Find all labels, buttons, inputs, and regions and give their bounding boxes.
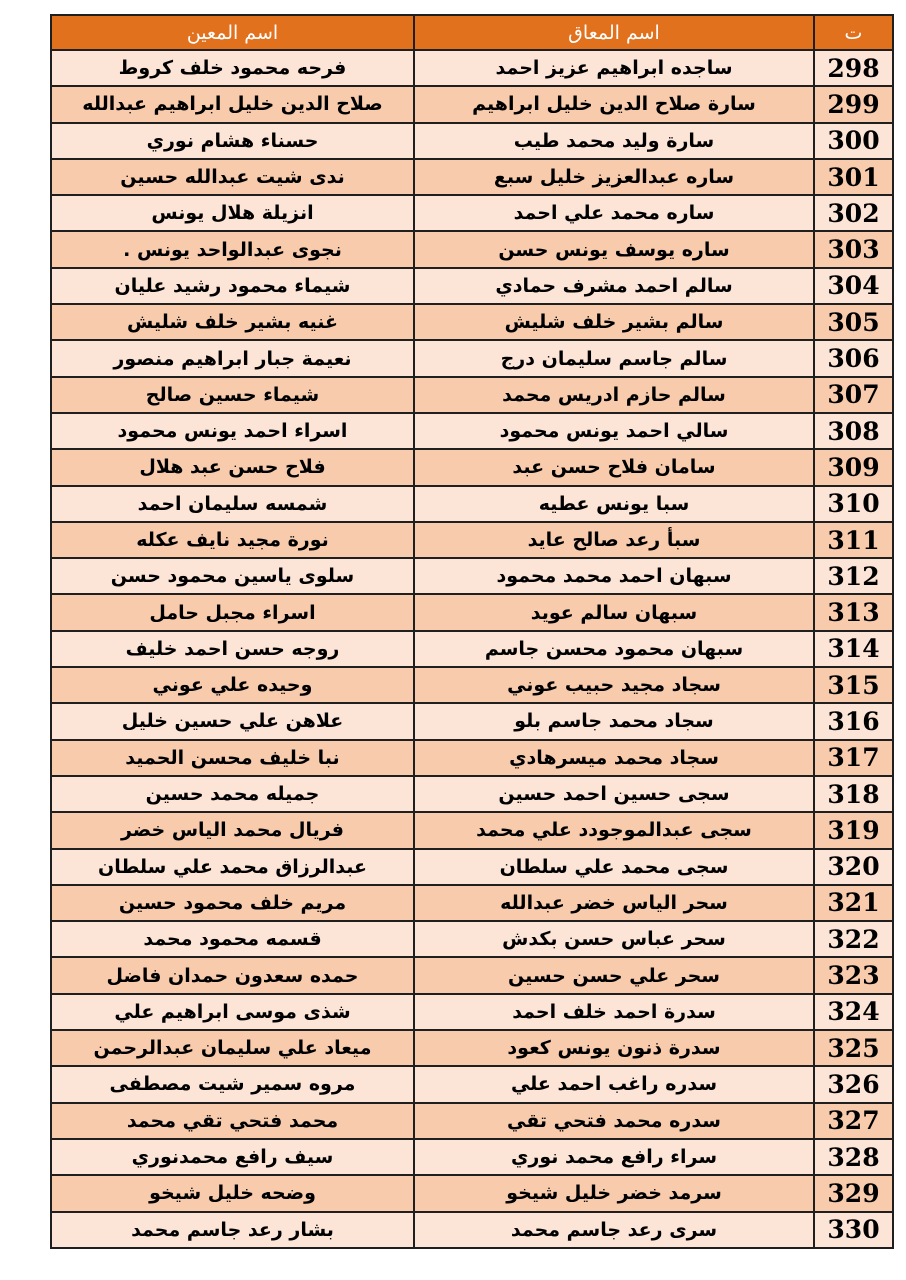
disabled-name-cell: سجاد محمد جاسم بلو	[414, 703, 814, 739]
helper-name-cell: اسراء مجبل حامل	[51, 594, 414, 630]
helper-name-cell: بشار رعد جاسم محمد	[51, 1212, 414, 1248]
helper-name-cell: عبدالرزاق محمد علي سلطان	[51, 849, 414, 885]
table-row	[51, 231, 893, 267]
row-number: 316	[814, 703, 893, 739]
disabled-name-cell: سرمد خضر خليل شيخو	[414, 1175, 814, 1211]
table-row	[51, 594, 893, 630]
disabled-name-cell: سامان فلاح حسن عبد	[414, 449, 814, 485]
helper-name-cell: اسراء احمد يونس محمود	[51, 413, 414, 449]
disabled-name-cell: سحر علي حسن حسين	[414, 957, 814, 993]
row-number: 330	[814, 1212, 893, 1248]
table-row	[51, 159, 893, 195]
row-number: 300	[814, 123, 893, 159]
row-number: 320	[814, 849, 893, 885]
table-header	[51, 15, 893, 50]
row-number: 319	[814, 812, 893, 848]
table-row	[51, 957, 893, 993]
row-number: 317	[814, 740, 893, 776]
disabled-name-cell: سبهان احمد محمد محمود	[414, 558, 814, 594]
table-row	[51, 449, 893, 485]
disabled-name-cell: سحر الياس خضر عبدالله	[414, 885, 814, 921]
helper-name-cell: روجه حسن احمد خليف	[51, 631, 414, 667]
disabled-name-cell: سراء رافع محمد نوري	[414, 1139, 814, 1175]
row-number: 298	[814, 50, 893, 86]
table-row	[51, 123, 893, 159]
table-row	[51, 486, 893, 522]
row-number: 305	[814, 304, 893, 340]
disabled-name-cell: سارة صلاح الدين خليل ابراهيم	[414, 86, 814, 122]
helper-name-cell: صلاح الدين خليل ابراهيم عبدالله	[51, 86, 414, 122]
table-row	[51, 812, 893, 848]
row-number: 315	[814, 667, 893, 703]
disabled-name-cell: سبهان محمود محسن جاسم	[414, 631, 814, 667]
row-number: 307	[814, 377, 893, 413]
helper-name-cell: نبا خليف محسن الحميد	[51, 740, 414, 776]
table-row	[51, 1103, 893, 1139]
table-row	[51, 740, 893, 776]
row-number: 326	[814, 1066, 893, 1102]
disabled-name-cell: سدرة احمد خلف احمد	[414, 994, 814, 1030]
row-number: 301	[814, 159, 893, 195]
row-number: 325	[814, 1030, 893, 1066]
row-number: 304	[814, 268, 893, 304]
helper-name-cell: شيماء حسين صالح	[51, 377, 414, 413]
table-row	[51, 50, 893, 86]
helper-name-cell: فلاح حسن عبد هلال	[51, 449, 414, 485]
helper-name-cell: حمده سعدون حمدان فاضل	[51, 957, 414, 993]
disabled-name-cell: سالم حازم ادريس محمد	[414, 377, 814, 413]
disabled-name-cell: سجى حسين احمد حسين	[414, 776, 814, 812]
row-number: 314	[814, 631, 893, 667]
table-row	[51, 1030, 893, 1066]
table-row	[51, 377, 893, 413]
row-number: 303	[814, 231, 893, 267]
helper-name-cell: وحيده علي عوني	[51, 667, 414, 703]
disabled-name-cell: سجى محمد علي سلطان	[414, 849, 814, 885]
table-row	[51, 1175, 893, 1211]
helper-name-cell: ندى شيت عبدالله حسين	[51, 159, 414, 195]
table-row	[51, 340, 893, 376]
helper-name-cell: سلوى ياسين محمود حسن	[51, 558, 414, 594]
helper-name-cell: فرحه محمود خلف كروط	[51, 50, 414, 86]
table-row	[51, 268, 893, 304]
table-body	[51, 50, 893, 1248]
helper-name-cell: فريال محمد الياس خضر	[51, 812, 414, 848]
table-row	[51, 558, 893, 594]
disabled-name-cell: ساره يوسف يونس حسن	[414, 231, 814, 267]
roster-table	[50, 14, 894, 1249]
disabled-name-cell: سالم جاسم سليمان درج	[414, 340, 814, 376]
disabled-name-cell: سرى رعد جاسم محمد	[414, 1212, 814, 1248]
helper-name-cell: علاهن علي حسين خليل	[51, 703, 414, 739]
table-row	[51, 413, 893, 449]
helper-name-cell: وضحه خليل شيخو	[51, 1175, 414, 1211]
disabled-name-cell: سبأ رعد صالح عايد	[414, 522, 814, 558]
row-number: 309	[814, 449, 893, 485]
helper-name-cell: ميعاد علي سليمان عبدالرحمن	[51, 1030, 414, 1066]
row-number: 318	[814, 776, 893, 812]
helper-name-cell: شمسه سليمان احمد	[51, 486, 414, 522]
row-number: 313	[814, 594, 893, 630]
disabled-name-cell: ساره عبدالعزيز خليل سبع	[414, 159, 814, 195]
row-number: 306	[814, 340, 893, 376]
row-number: 322	[814, 921, 893, 957]
disabled-name-cell: سحر عباس حسن بكدش	[414, 921, 814, 957]
table-row	[51, 195, 893, 231]
disabled-name-cell: سالم احمد مشرف حمادي	[414, 268, 814, 304]
disabled-name-cell: سالي احمد يونس محمود	[414, 413, 814, 449]
row-number: 311	[814, 522, 893, 558]
disabled-name-cell: سبهان سالم عويد	[414, 594, 814, 630]
helper-name-cell: محمد فتحي تقي محمد	[51, 1103, 414, 1139]
table-row	[51, 304, 893, 340]
header-helper-name: اسم المعين	[51, 15, 414, 50]
table-row	[51, 631, 893, 667]
table-row	[51, 1066, 893, 1102]
helper-name-cell: نجوى عبدالواحد يونس .	[51, 231, 414, 267]
table-row	[51, 522, 893, 558]
row-number: 327	[814, 1103, 893, 1139]
helper-name-cell: شذى موسى ابراهيم علي	[51, 994, 414, 1030]
helper-name-cell: حسناء هشام نوري	[51, 123, 414, 159]
header-disabled-name: اسم المعاق	[414, 15, 814, 50]
helper-name-cell: شيماء محمود رشيد عليان	[51, 268, 414, 304]
helper-name-cell: سيف رافع محمدنوري	[51, 1139, 414, 1175]
table-row	[51, 667, 893, 703]
row-number: 302	[814, 195, 893, 231]
table-row	[51, 86, 893, 122]
row-number: 308	[814, 413, 893, 449]
disabled-name-cell: ساجده ابراهيم عزيز احمد	[414, 50, 814, 86]
table-row	[51, 885, 893, 921]
header-row	[51, 15, 893, 50]
helper-name-cell: نعيمة جبار ابراهيم منصور	[51, 340, 414, 376]
helper-name-cell: قسمه محمود محمد	[51, 921, 414, 957]
row-number: 310	[814, 486, 893, 522]
disabled-name-cell: سدره راغب احمد علي	[414, 1066, 814, 1102]
table-row	[51, 849, 893, 885]
table-row	[51, 994, 893, 1030]
row-number: 324	[814, 994, 893, 1030]
disabled-name-cell: ساره محمد علي احمد	[414, 195, 814, 231]
helper-name-cell: غنيه بشير خلف شليش	[51, 304, 414, 340]
table-row	[51, 776, 893, 812]
helper-name-cell: انزيلة هلال يونس	[51, 195, 414, 231]
helper-name-cell: مريم خلف محمود حسين	[51, 885, 414, 921]
row-number: 321	[814, 885, 893, 921]
disabled-name-cell: سجاد مجيد حبيب عوني	[414, 667, 814, 703]
table-row	[51, 1139, 893, 1175]
disabled-name-cell: سارة وليد محمد طيب	[414, 123, 814, 159]
helper-name-cell: جميله محمد حسين	[51, 776, 414, 812]
helper-name-cell: نورة مجيد نايف عكله	[51, 522, 414, 558]
row-number: 323	[814, 957, 893, 993]
row-number: 299	[814, 86, 893, 122]
disabled-name-cell: سجاد محمد ميسرهادي	[414, 740, 814, 776]
row-number: 312	[814, 558, 893, 594]
helper-name-cell: مروه سمير شيت مصطفى	[51, 1066, 414, 1102]
table-row	[51, 1212, 893, 1248]
row-number: 329	[814, 1175, 893, 1211]
disabled-name-cell: سجى عبدالموجودد علي محمد	[414, 812, 814, 848]
header-number: ت	[814, 15, 893, 50]
disabled-name-cell: سالم بشير خلف شليش	[414, 304, 814, 340]
table-row	[51, 703, 893, 739]
disabled-name-cell: سدرة ذنون يونس كعود	[414, 1030, 814, 1066]
disabled-name-cell: سبا يونس عطيه	[414, 486, 814, 522]
table-row	[51, 921, 893, 957]
row-number: 328	[814, 1139, 893, 1175]
disabled-name-cell: سدره محمد فتحي تقي	[414, 1103, 814, 1139]
